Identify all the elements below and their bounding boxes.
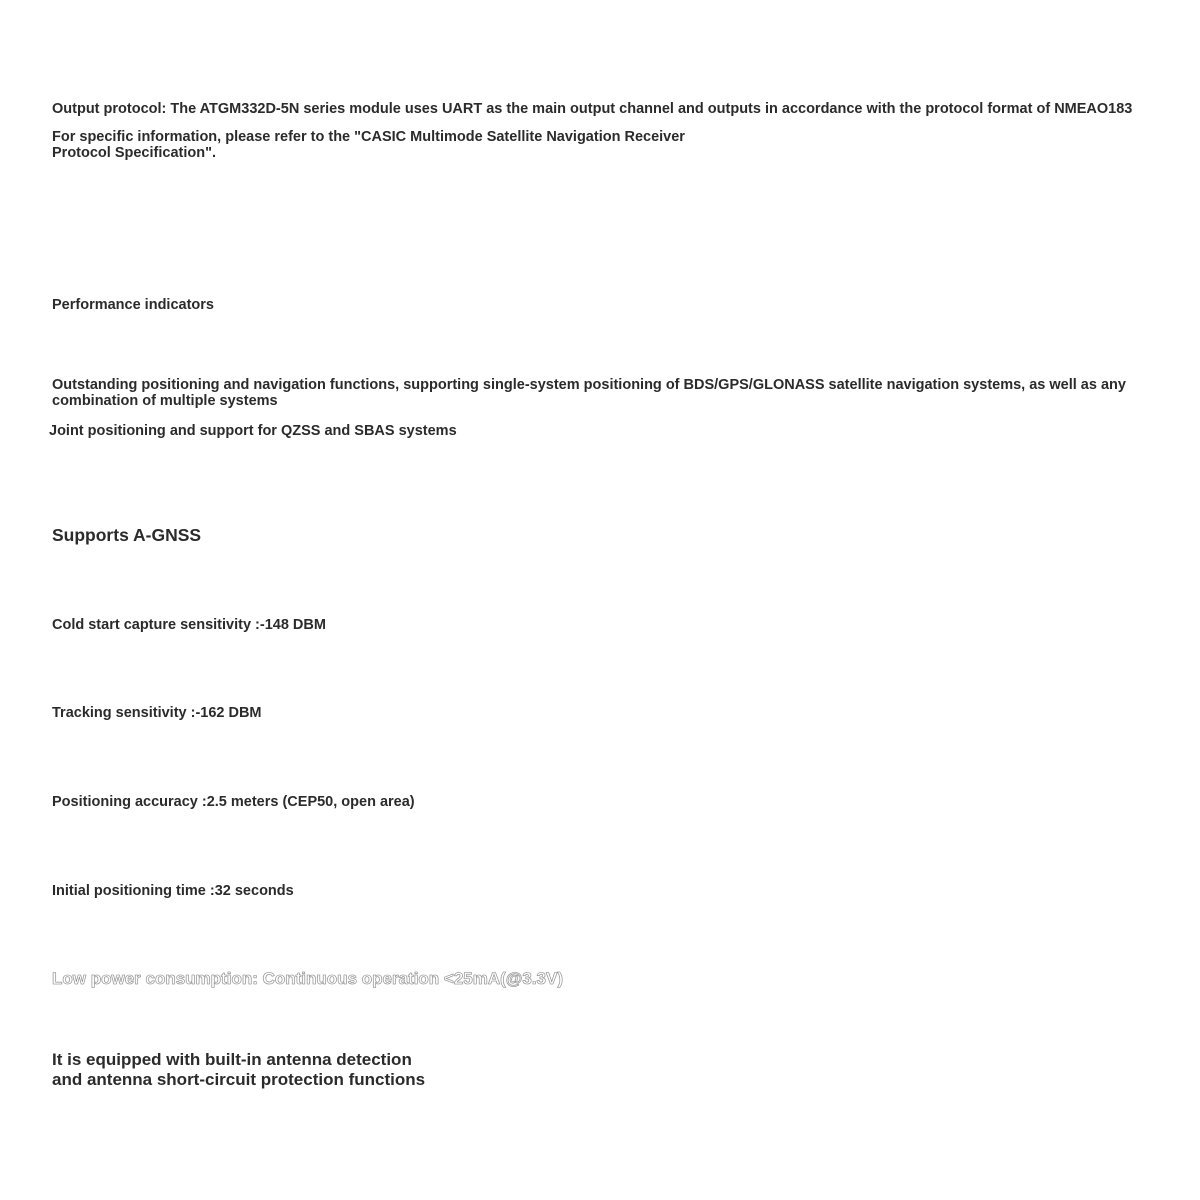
specification-note bbox=[52, 129, 685, 161]
tracking-sensitivity: Tracking sensitivity :-162 DBM bbox=[52, 705, 262, 721]
positioning-description bbox=[52, 377, 1126, 409]
antenna-protection bbox=[52, 1050, 425, 1090]
joint-positioning-text: Joint positioning and support for QZSS and SBAS systems bbox=[49, 423, 457, 439]
performance-heading: Performance indicators bbox=[52, 297, 214, 313]
positioning-accuracy: Positioning accuracy :2.5 meters (CEP50, open area) bbox=[52, 794, 415, 810]
protocol-text: Output protocol: The ATGM332D-5N series module uses UART as the main output channel and outputs in accordance with the protocol format of NMEAO183 bbox=[52, 101, 1133, 117]
specification-line-2: Protocol Specification". bbox=[52, 145, 216, 161]
low-power-consumption: Low power consumption: Continuous operation <25mA(@3.3V) bbox=[52, 969, 564, 988]
specification-line-1: For specific information, please refer to the "CASIC Multimode Satellite Navigation Receiver bbox=[52, 129, 685, 145]
antenna-line-1: It is equipped with built-in antenna detection bbox=[52, 1050, 412, 1069]
agnss-text: Supports A-GNSS bbox=[52, 525, 202, 545]
antenna-line-2: and antenna short-circuit protection functions bbox=[52, 1070, 426, 1089]
initial-positioning-time: Initial positioning time :32 seconds bbox=[52, 883, 294, 899]
cold-start-sensitivity: Cold start capture sensitivity :-148 DBM bbox=[52, 617, 326, 633]
positioning-line-1: Outstanding positioning and navigation functions, supporting single-system positioning of BDS/GPS/GLONASS satellite navigation systems, as well as any bbox=[52, 377, 1126, 393]
positioning-line-2: combination of multiple systems bbox=[52, 393, 278, 409]
